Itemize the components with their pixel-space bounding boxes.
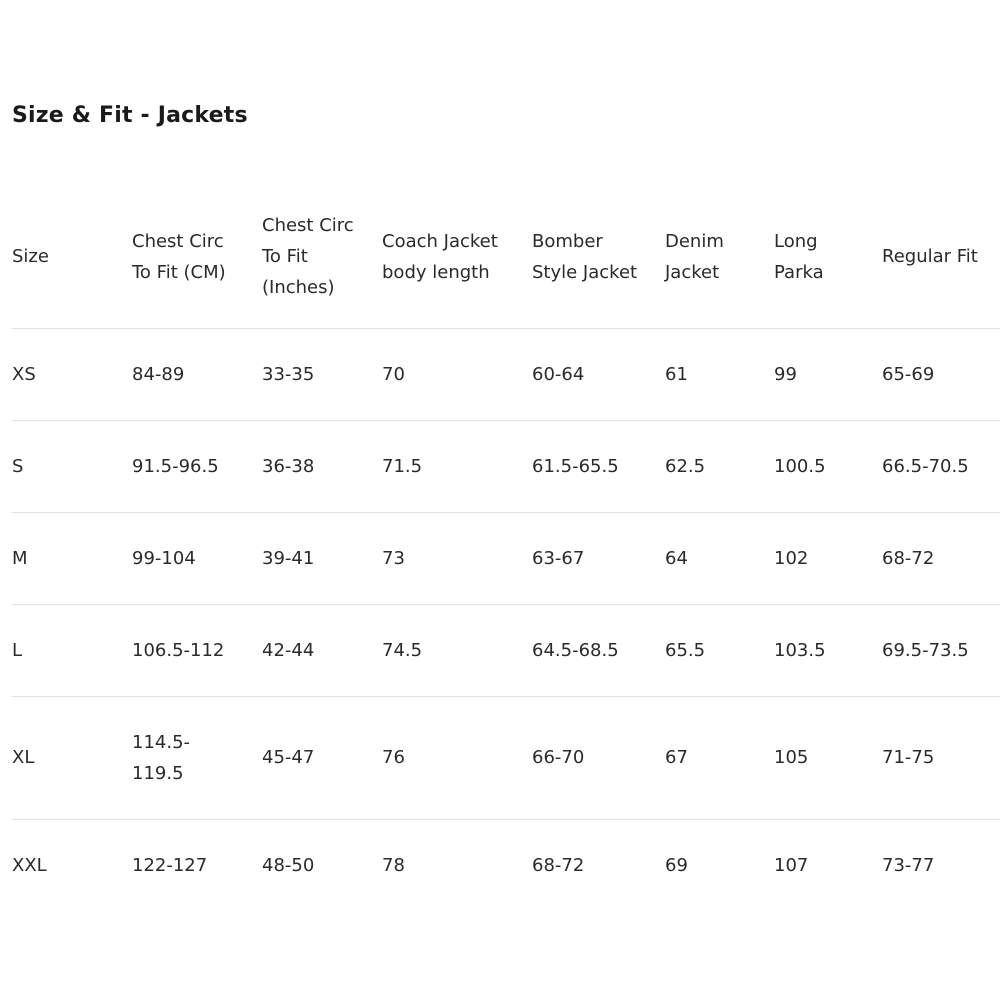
cell-chest-inches: 48-50 xyxy=(262,854,315,876)
cell-size: XXL xyxy=(12,854,47,876)
cell-long-parka: 103.5 xyxy=(774,639,826,661)
cell-bomber-jacket: 64.5-68.5 xyxy=(532,639,619,661)
cell-chest-inches: 45-47 xyxy=(262,747,315,768)
cell-coach-jacket: 73 xyxy=(382,547,405,569)
cell-size: S xyxy=(12,455,24,477)
cell-chest-cm: 84-89 xyxy=(132,363,185,385)
table-row xyxy=(12,604,1000,696)
page-title: Size & Fit - Jackets xyxy=(12,103,248,128)
cell-regular-fit: 73-77 xyxy=(882,854,935,876)
cell-coach-jacket: 76 xyxy=(382,747,405,768)
table-row xyxy=(12,328,1000,420)
table-row xyxy=(12,696,1000,819)
header-chest-inches: Chest Circ To Fit (Inches) xyxy=(262,215,354,299)
header-size: Size xyxy=(12,246,49,268)
cell-coach-jacket: 78 xyxy=(382,854,405,876)
cell-chest-inches: 33-35 xyxy=(262,363,315,385)
cell-chest-inches: 36-38 xyxy=(262,455,315,477)
header-chest-cm: Chest Circ To Fit (CM) xyxy=(132,230,226,283)
header-long-parka: Long Parka xyxy=(774,230,824,283)
header-regular-fit: Regular Fit xyxy=(882,246,978,268)
cell-regular-fit: 68-72 xyxy=(882,547,935,569)
header-coach-jacket: Coach Jacket body length xyxy=(382,230,498,283)
cell-denim-jacket: 65.5 xyxy=(665,639,706,661)
cell-chest-cm: 91.5-96.5 xyxy=(132,455,219,477)
cell-coach-jacket: 70 xyxy=(382,363,405,385)
cell-denim-jacket: 62.5 xyxy=(665,455,706,477)
cell-chest-cm: 114.5-119.5 xyxy=(132,731,191,784)
cell-long-parka: 107 xyxy=(774,854,809,876)
cell-long-parka: 100.5 xyxy=(774,455,826,477)
cell-chest-inches: 42-44 xyxy=(262,639,315,661)
cell-chest-cm: 106.5-112 xyxy=(132,639,225,661)
size-chart-table xyxy=(12,186,1000,911)
cell-long-parka: 99 xyxy=(774,363,797,385)
cell-denim-jacket: 69 xyxy=(665,854,688,876)
cell-bomber-jacket: 61.5-65.5 xyxy=(532,455,619,477)
cell-regular-fit: 69.5-73.5 xyxy=(882,639,969,661)
cell-denim-jacket: 67 xyxy=(665,747,688,768)
cell-size: XL xyxy=(12,747,35,768)
cell-denim-jacket: 64 xyxy=(665,547,688,569)
cell-chest-cm: 122-127 xyxy=(132,854,208,876)
cell-bomber-jacket: 66-70 xyxy=(532,747,585,768)
cell-coach-jacket: 74.5 xyxy=(382,639,423,661)
header-row xyxy=(12,186,1000,328)
table-row xyxy=(12,819,1000,911)
cell-size: M xyxy=(12,547,28,569)
table-row xyxy=(12,420,1000,512)
cell-chest-inches: 39-41 xyxy=(262,547,315,569)
cell-size: L xyxy=(12,639,23,661)
header-bomber-jacket: Bomber Style Jacket xyxy=(532,230,638,283)
cell-chest-cm: 99-104 xyxy=(132,547,196,569)
cell-regular-fit: 71-75 xyxy=(882,747,935,768)
cell-bomber-jacket: 63-67 xyxy=(532,547,585,569)
cell-long-parka: 105 xyxy=(774,747,809,768)
header-denim-jacket: Denim Jacket xyxy=(665,230,724,283)
cell-bomber-jacket: 68-72 xyxy=(532,854,585,876)
cell-bomber-jacket: 60-64 xyxy=(532,363,585,385)
table-row xyxy=(12,512,1000,604)
cell-denim-jacket: 61 xyxy=(665,363,688,385)
cell-long-parka: 102 xyxy=(774,547,809,569)
cell-regular-fit: 66.5-70.5 xyxy=(882,455,969,477)
cell-size: XS xyxy=(12,363,36,385)
cell-regular-fit: 65-69 xyxy=(882,363,935,385)
cell-coach-jacket: 71.5 xyxy=(382,455,423,477)
